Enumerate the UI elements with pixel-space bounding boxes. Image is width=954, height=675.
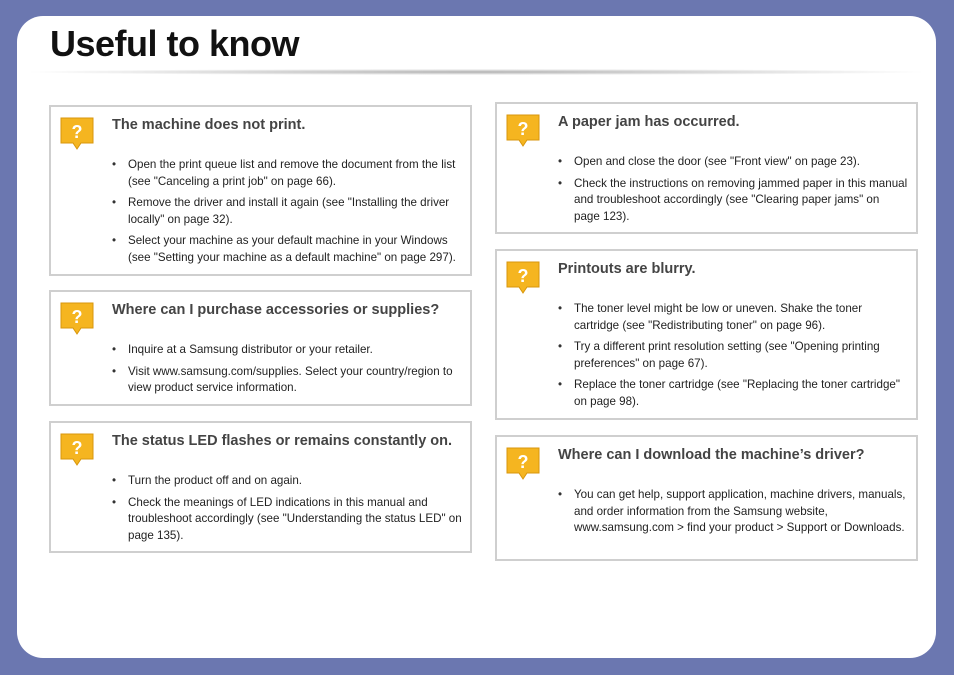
faq-box-purchase-accessories [49,290,472,406]
list-item: • Select your machine as your default machine in your Windows (see "Setting your machine as a default machine" on page 297). [112,233,462,266]
faq-box-paper-jam [495,102,918,234]
page [17,16,936,658]
svg-text:?: ? [71,438,83,458]
faq-heading: Where can I download the machine’s driver? [558,447,865,463]
question-icon [59,301,95,335]
faq-list [558,154,908,230]
faq-list [112,473,462,549]
faq-heading: The machine does not print. [112,117,306,133]
list-item: • The toner level might be low or uneven. Shake the toner cartridge (see "Redistributing toner" on page 96). [558,301,908,334]
faq-box-download-driver [495,435,918,561]
svg-text:?: ? [517,119,529,139]
svg-text:?: ? [71,307,83,327]
svg-text:?: ? [517,266,529,286]
question-icon [505,113,541,147]
list-item: • Try a different print resolution setting (see "Opening printing preferences" on page 67). [558,339,908,372]
list-item: • Check the instructions on removing jammed paper in this manual and troubleshoot accordingly (see "Clearing paper jams" on page 123). [558,176,908,226]
faq-list [558,487,908,542]
question-icon [59,116,95,150]
svg-text:?: ? [517,452,529,472]
list-item: • Open and close the door (see "Front view" on page 23). [558,154,908,171]
faq-list [112,342,462,402]
list-item: • You can get help, support application, machine drivers, manuals, and order information from the Samsung website, www.samsung.com > find your product > Support or Downloads. [558,487,908,537]
list-item: • Replace the toner cartridge (see "Replacing the toner cartridge" on page 98). [558,377,908,410]
faq-heading: A paper jam has occurred. [558,114,740,130]
list-item: • Turn the product off and on again. [112,473,462,490]
faq-box-blurry-printouts [495,249,918,420]
question-icon [505,260,541,294]
faq-list [558,301,908,415]
title-divider [31,69,921,75]
page-title: Useful to know [50,23,300,64]
list-item: • Open the print queue list and remove the document from the list (see "Canceling a print job" on page 66). [112,157,462,190]
list-item: • Inquire at a Samsung distributor or your retailer. [112,342,462,359]
faq-heading: Where can I purchase accessories or supplies? [112,302,440,318]
faq-heading: Printouts are blurry. [558,261,696,277]
question-icon [59,432,95,466]
faq-list [112,157,462,271]
faq-heading: The status LED flashes or remains constantly on. [112,433,453,449]
svg-text:?: ? [71,122,83,142]
list-item: • Remove the driver and install it again (see "Installing the driver locally" on page 32). [112,195,462,228]
faq-box-machine-does-not-print [49,105,472,276]
faq-box-status-led [49,421,472,553]
question-icon [505,446,541,480]
list-item: • Check the meanings of LED indications in this manual and troubleshoot accordingly (see "Understanding the status LED" on page 135). [112,495,462,545]
list-item: • Visit www.samsung.com/supplies. Select your country/region to view product service information. [112,364,462,397]
